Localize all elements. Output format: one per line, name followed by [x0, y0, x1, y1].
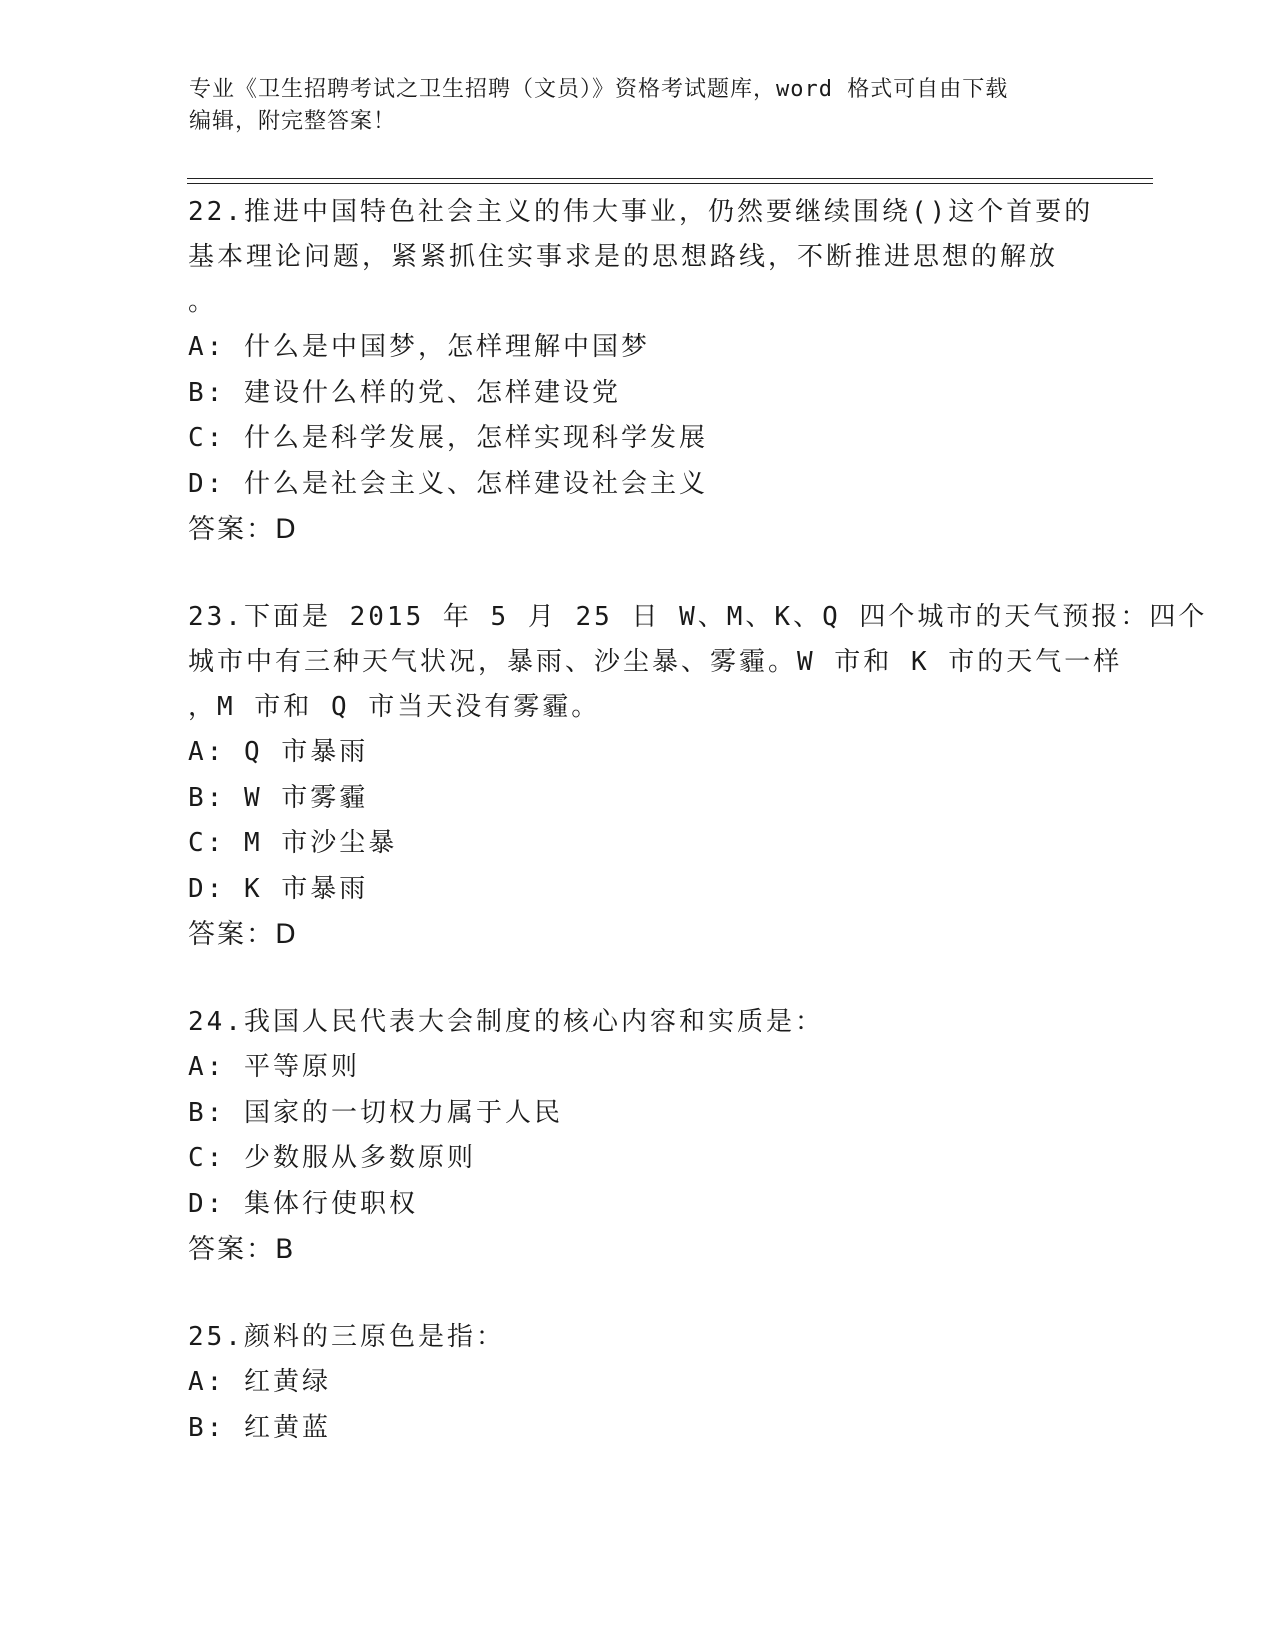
header-divider-top	[187, 178, 1153, 179]
answer-line: 答案：D	[188, 514, 298, 545]
option-c: C: 少数服从多数原则	[188, 1143, 476, 1173]
option-b: B: W 市雾霾	[188, 782, 369, 813]
answer-line: 答案：D	[188, 919, 298, 950]
option-d: D: K 市暴雨	[188, 873, 369, 904]
question-23	[188, 595, 1208, 958]
stem-line: 。	[188, 287, 218, 317]
option-b: B: 国家的一切权力属于人民	[188, 1097, 563, 1128]
question-list	[188, 190, 1208, 1493]
option-b: B: 红黄蓝	[188, 1412, 331, 1443]
option-c: C: 什么是科学发展，怎样实现科学发展	[188, 423, 708, 453]
option-d: D: 什么是社会主义、怎样建设社会主义	[188, 468, 708, 499]
answer-line: 答案：B	[188, 1234, 296, 1265]
option-a: A: 红黄绿	[188, 1367, 331, 1397]
option-a: A: 平等原则	[188, 1052, 360, 1082]
stem-line: 22.推进中国特色社会主义的伟大事业，仍然要继续围绕()这个首要的	[188, 197, 1094, 227]
stem-line: 23.下面是 2015 年 5 月 25 日 W、M、K、Q 四个城市的天气预报：四个	[188, 602, 1208, 632]
question-stem	[188, 190, 1094, 325]
option-b: B: 建设什么样的党、怎样建设党	[188, 377, 621, 408]
stem-line: 城市中有三种天气状况，暴雨、沙尘暴、雾霾。W 市和 K 市的天气一样	[188, 647, 1123, 677]
option-a: A: 什么是中国梦，怎样理解中国梦	[188, 332, 650, 362]
option-a: A: Q 市暴雨	[188, 737, 369, 767]
header-line-2: 编辑，附完整答案！	[189, 109, 397, 134]
stem-line: ，M 市和 Q 市当天没有雾霾。	[188, 692, 601, 722]
header-line-1: 专业《卫生招聘考试之卫生招聘（文员）》资格考试题库，word 格式可自由下载	[189, 77, 1009, 102]
question-24	[188, 1000, 1088, 1273]
question-stem	[188, 595, 1208, 730]
document-header	[189, 74, 1089, 138]
stem-line: 24.我国人民代表大会制度的核心内容和实质是：	[188, 1007, 824, 1037]
question-stem	[188, 1315, 1088, 1360]
option-d: D: 集体行使职权	[188, 1188, 418, 1219]
stem-line: 基本理论问题，紧紧抓住实事求是的思想路线，不断推进思想的解放	[188, 242, 1059, 272]
question-22	[188, 190, 1094, 553]
question-25	[188, 1315, 1088, 1451]
option-c: C: M 市沙尘暴	[188, 828, 398, 858]
question-stem	[188, 1000, 1088, 1045]
header-divider-bottom	[187, 183, 1153, 184]
stem-line: 25.颜料的三原色是指：	[188, 1322, 505, 1352]
